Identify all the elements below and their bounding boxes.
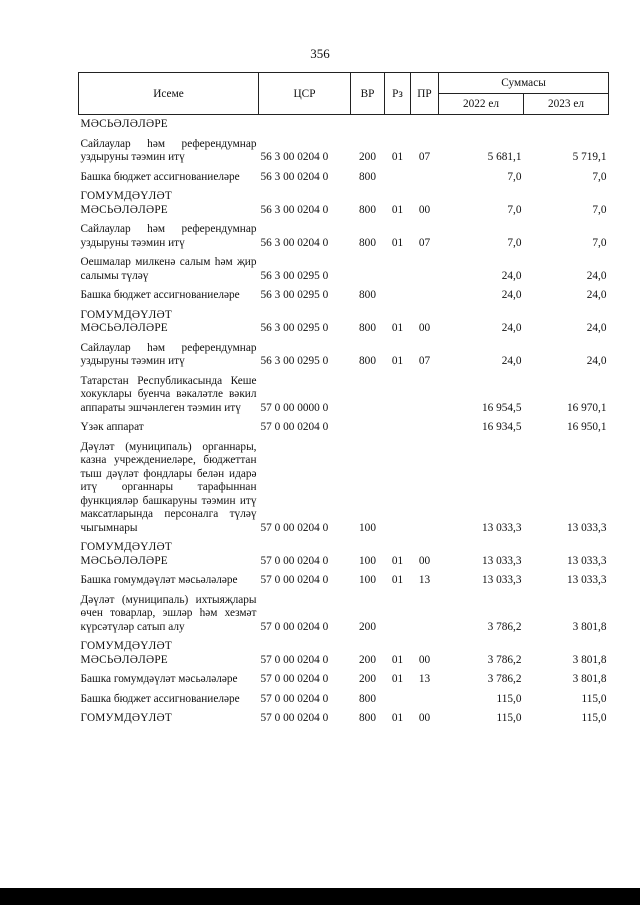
row-sum-2022-cell: 16 934,5 bbox=[481, 421, 522, 433]
row-rz-cell: 01 bbox=[391, 355, 404, 367]
table-body bbox=[79, 115, 609, 729]
row-sum-2022-cell: 7,0 bbox=[507, 203, 522, 216]
row-sum-2022-cell bbox=[439, 115, 524, 135]
row-csr-cell: 56 3 00 0295 0 bbox=[260, 289, 329, 301]
row-sum-2022-cell: 115,0 bbox=[496, 692, 522, 705]
row-pr-cell bbox=[411, 286, 439, 306]
row-name-cell: ГОМУМДӘҮЛӘТ bbox=[80, 712, 172, 724]
row-sum-2023-cell: 7,0 bbox=[592, 236, 607, 249]
row-csr-cell: 57 0 00 0204 0 bbox=[260, 554, 329, 567]
row-rz-cell: 01 bbox=[391, 554, 404, 567]
row-sum-2023-cell: 7,0 bbox=[592, 203, 607, 216]
row-rz-cell bbox=[385, 115, 411, 135]
table-row bbox=[79, 339, 609, 372]
table-row bbox=[79, 637, 609, 670]
row-sum-2023-cell: 24,0 bbox=[586, 269, 607, 282]
row-csr-cell: 57 0 00 0204 0 bbox=[260, 712, 329, 724]
row-pr-cell: 07 bbox=[418, 236, 431, 249]
row-pr-cell: 13 bbox=[418, 574, 431, 586]
row-name-cell: Сайлаулар һәм референдумнар уздыруны тәэмин итү bbox=[80, 341, 257, 367]
row-vr-cell bbox=[351, 418, 385, 438]
table-row bbox=[79, 670, 609, 690]
row-rz-cell: 01 bbox=[391, 236, 404, 249]
table-row bbox=[79, 571, 609, 591]
row-pr-cell bbox=[411, 372, 439, 419]
row-name-cell: ГОМУМДӘҮЛӘТ МӘСЬӘЛӘЛӘРЕ bbox=[80, 541, 172, 567]
row-pr-cell bbox=[411, 438, 439, 539]
row-rz-cell: 01 bbox=[391, 203, 404, 216]
row-pr-cell: 00 bbox=[418, 322, 431, 334]
row-rz-cell bbox=[385, 372, 411, 419]
row-sum-2023-cell: 115,0 bbox=[581, 692, 607, 705]
row-vr-cell: 100 bbox=[359, 554, 376, 567]
row-name-cell: Башка бюджет ассигнованиеләре bbox=[80, 170, 240, 183]
row-name-cell: Дәүләт (муниципаль) органнары, казна учреждениеләре, бюджеттан тыш дәүләт фондлары белән идарә итү органнары тарафыннан функцияләр башкаруны тәэмин итү максатларында персоналга түләү чыгымнары bbox=[80, 440, 257, 534]
row-vr-cell: 100 bbox=[359, 574, 376, 586]
row-vr-cell: 800 bbox=[359, 203, 376, 216]
row-vr-cell: 800 bbox=[359, 289, 376, 301]
table-header bbox=[79, 73, 609, 115]
row-name-cell: Башка гомумдәүләт мәсьәләләре bbox=[80, 574, 238, 586]
table-row bbox=[79, 418, 609, 438]
row-pr-cell: 07 bbox=[418, 151, 431, 163]
row-sum-2022-cell: 24,0 bbox=[501, 289, 522, 301]
row-sum-2022-cell: 7,0 bbox=[507, 170, 522, 183]
row-sum-2023-cell: 16 970,1 bbox=[566, 401, 607, 414]
row-vr-cell: 200 bbox=[359, 151, 376, 163]
header-year-2022: 2022 ел bbox=[439, 94, 524, 115]
row-sum-2022-cell: 13 033,3 bbox=[481, 574, 522, 586]
row-name-cell: Сайлаулар һәм референдумнар уздыруны тәэмин итү bbox=[80, 137, 257, 163]
row-rz-cell: 01 bbox=[391, 673, 404, 685]
table-row bbox=[79, 168, 609, 188]
row-pr-cell: 07 bbox=[418, 355, 431, 367]
row-sum-2023-cell: 115,0 bbox=[581, 712, 607, 724]
row-csr-cell: 57 0 00 0204 0 bbox=[260, 574, 329, 586]
row-name-cell: Дәүләт (муниципаль) ихтыяҗлары өчен товарлар, эшләр һәм хезмәт күрсәтүләр сатып алу bbox=[80, 593, 257, 633]
row-vr-cell: 200 bbox=[359, 673, 376, 685]
row-name-cell: Башка бюджет ассигнованиеләре bbox=[80, 289, 240, 301]
row-vr-cell: 800 bbox=[359, 712, 376, 724]
row-pr-cell bbox=[411, 168, 439, 188]
row-sum-2023-cell: 13 033,3 bbox=[566, 554, 607, 567]
row-pr-cell: 13 bbox=[418, 673, 431, 685]
row-name-cell: ГОМУМДӘҮЛӘТ МӘСЬӘЛӘЛӘРЕ bbox=[80, 308, 172, 334]
row-name-cell: ГОМУМДӘҮЛӘТ МӘСЬӘЛӘЛӘРЕ bbox=[80, 190, 172, 216]
table-row bbox=[79, 438, 609, 539]
row-csr-cell: 57 0 00 0204 0 bbox=[260, 620, 329, 633]
header-pr: ПР bbox=[411, 73, 439, 115]
row-csr-cell: 56 3 00 0295 0 bbox=[260, 269, 329, 282]
table-row bbox=[79, 591, 609, 638]
row-csr-cell: 57 0 00 0000 0 bbox=[260, 401, 329, 414]
row-vr-cell: 800 bbox=[359, 170, 376, 183]
row-pr-cell bbox=[411, 253, 439, 286]
row-pr-cell: 00 bbox=[418, 554, 431, 567]
table-row bbox=[79, 220, 609, 253]
row-rz-cell bbox=[385, 438, 411, 539]
row-rz-cell bbox=[385, 168, 411, 188]
row-rz-cell: 01 bbox=[391, 712, 404, 724]
table-row bbox=[79, 115, 609, 135]
table-row bbox=[79, 253, 609, 286]
header-rz: Рз bbox=[385, 73, 411, 115]
row-rz-cell bbox=[385, 286, 411, 306]
header-csr: ЦСР bbox=[259, 73, 351, 115]
table-row bbox=[79, 538, 609, 571]
row-sum-2022-cell: 24,0 bbox=[501, 269, 522, 282]
row-rz-cell: 01 bbox=[391, 322, 404, 334]
row-vr-cell: 100 bbox=[359, 521, 376, 534]
row-csr-cell: 57 0 00 0204 0 bbox=[260, 692, 329, 705]
row-csr-cell: 56 3 00 0295 0 bbox=[260, 355, 329, 367]
row-csr-cell: 56 3 00 0204 0 bbox=[260, 151, 329, 163]
row-csr-cell: 57 0 00 0204 0 bbox=[260, 653, 329, 666]
budget-table bbox=[78, 72, 609, 729]
row-sum-2023-cell: 3 801,8 bbox=[572, 653, 607, 666]
row-sum-2022-cell: 16 954,5 bbox=[481, 401, 522, 414]
row-rz-cell bbox=[385, 690, 411, 710]
row-vr-cell: 800 bbox=[359, 236, 376, 249]
page-number: 356 bbox=[310, 46, 330, 61]
scan-border bbox=[0, 888, 640, 905]
row-sum-2023-cell: 24,0 bbox=[586, 289, 607, 301]
row-vr-cell: 800 bbox=[359, 692, 376, 705]
row-sum-2022-cell: 5 681,1 bbox=[487, 151, 522, 163]
row-vr-cell bbox=[351, 253, 385, 286]
row-pr-cell: 00 bbox=[418, 203, 431, 216]
row-pr-cell bbox=[411, 418, 439, 438]
row-pr-cell: 00 bbox=[418, 653, 431, 666]
row-pr-cell bbox=[411, 591, 439, 638]
row-sum-2023-cell: 13 033,3 bbox=[566, 521, 607, 534]
row-name-cell: Оешмалар милкенә салым һәм җир салымы түләү bbox=[80, 256, 257, 282]
row-sum-2022-cell: 3 786,2 bbox=[487, 620, 522, 633]
row-vr-cell: 800 bbox=[359, 355, 376, 367]
row-sum-2023-cell: 13 033,3 bbox=[566, 574, 607, 586]
row-sum-2023-cell: 3 801,8 bbox=[572, 673, 607, 685]
row-name-cell: Татарстан Республикасында Кеше хокуклары буенча вәкаләтле вәкил аппараты эшчәнлеген тәэмин итү bbox=[80, 374, 257, 414]
row-sum-2023-cell: 16 950,1 bbox=[566, 421, 607, 433]
row-sum-2023-cell: 5 719,1 bbox=[572, 151, 607, 163]
row-csr-cell: 57 0 00 0204 0 bbox=[260, 673, 329, 685]
row-rz-cell bbox=[385, 253, 411, 286]
row-sum-2022-cell: 24,0 bbox=[501, 322, 522, 334]
row-sum-2023-cell: 7,0 bbox=[592, 170, 607, 183]
header-vr: ВР bbox=[351, 73, 385, 115]
row-name-cell: Башка бюджет ассигнованиеләре bbox=[80, 692, 240, 705]
row-rz-cell: 01 bbox=[391, 653, 404, 666]
table-row bbox=[79, 135, 609, 168]
row-sum-2023-cell: 3 801,8 bbox=[572, 620, 607, 633]
row-name-cell: Башка гомумдәүләт мәсьәләләре bbox=[80, 673, 238, 685]
row-pr-cell bbox=[411, 690, 439, 710]
row-sum-2022-cell: 3 786,2 bbox=[487, 673, 522, 685]
row-rz-cell: 01 bbox=[391, 574, 404, 586]
row-vr-cell: 800 bbox=[359, 322, 376, 334]
row-sum-2023-cell: 24,0 bbox=[586, 322, 607, 334]
row-pr-cell bbox=[411, 115, 439, 135]
row-sum-2023-cell bbox=[524, 115, 609, 135]
row-sum-2022-cell: 24,0 bbox=[501, 355, 522, 367]
row-vr-cell: 200 bbox=[359, 620, 376, 633]
row-name-cell: МӘСЬӘЛӘЛӘРЕ bbox=[80, 118, 168, 130]
row-rz-cell: 01 bbox=[391, 151, 404, 163]
row-csr-cell: 56 3 00 0204 0 bbox=[260, 170, 329, 183]
row-sum-2022-cell: 3 786,2 bbox=[487, 653, 522, 666]
row-sum-2022-cell: 13 033,3 bbox=[481, 521, 522, 534]
row-rz-cell bbox=[385, 591, 411, 638]
table-row bbox=[79, 709, 609, 729]
header-name: Исеме bbox=[79, 73, 259, 115]
row-name-cell: ГОМУМДӘҮЛӘТ МӘСЬӘЛӘЛӘРЕ bbox=[80, 640, 172, 666]
table-row bbox=[79, 187, 609, 220]
row-csr-cell bbox=[259, 115, 351, 135]
row-vr-cell bbox=[351, 372, 385, 419]
row-csr-cell: 56 3 00 0204 0 bbox=[260, 236, 329, 249]
row-pr-cell: 00 bbox=[418, 712, 431, 724]
row-name-cell: Үзәк аппарат bbox=[80, 421, 144, 433]
row-sum-2023-cell: 24,0 bbox=[586, 355, 607, 367]
row-vr-cell: 200 bbox=[359, 653, 376, 666]
row-csr-cell: 57 0 00 0204 0 bbox=[260, 421, 329, 433]
table-row bbox=[79, 306, 609, 339]
row-csr-cell: 57 0 00 0204 0 bbox=[260, 521, 329, 534]
row-sum-2022-cell: 13 033,3 bbox=[481, 554, 522, 567]
row-rz-cell bbox=[385, 418, 411, 438]
row-name-cell: Сайлаулар һәм референдумнар уздыруны тәэмин итү bbox=[80, 223, 257, 249]
table-row bbox=[79, 690, 609, 710]
row-sum-2022-cell: 7,0 bbox=[507, 236, 522, 249]
row-sum-2022-cell: 115,0 bbox=[496, 712, 522, 724]
row-csr-cell: 56 3 00 0295 0 bbox=[260, 322, 329, 334]
table-row bbox=[79, 372, 609, 419]
header-year-2023: 2023 ел bbox=[524, 94, 609, 115]
row-csr-cell: 56 3 00 0204 0 bbox=[260, 203, 329, 216]
table-row bbox=[79, 286, 609, 306]
header-sums: Суммасы bbox=[439, 73, 609, 94]
row-vr-cell bbox=[351, 115, 385, 135]
